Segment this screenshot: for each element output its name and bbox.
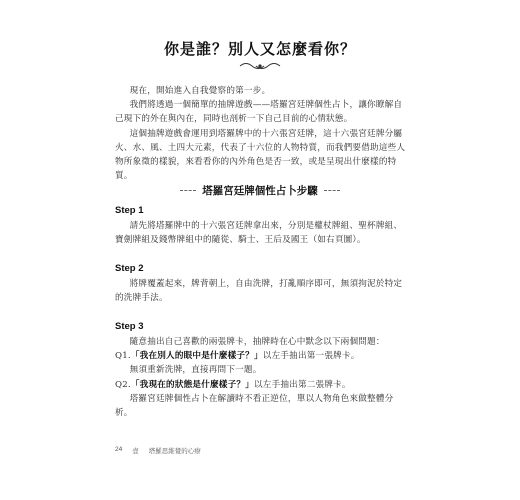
question-2-instruction: 以左手抽出第二張牌卡。	[253, 379, 351, 390]
page-title: 你是誰？別人又怎麼看你？	[163, 40, 356, 58]
section-heading	[0, 183, 520, 198]
heading-dash-left	[180, 190, 196, 191]
heading-dash-right	[324, 190, 340, 191]
step-2-text: 將牌覆蓋起來，牌背朝上，自由洗牌，打亂順序即可，無須拘泥於特定的洗牌手法。	[115, 279, 403, 304]
step-2-label: Step 2	[115, 263, 144, 274]
closing-note: 塔羅宮廷牌個性占卜在解讀時不看正逆位，單以人物角色來做整體分析。	[115, 393, 394, 419]
intro-paragraph-1: 現在，開始進入自我覺察的第一步。	[129, 86, 271, 96]
intro-paragraph-2: 我們將透過一個簡單的抽牌遊戲——塔羅宮廷牌個性占卜，讓你瞭解自己現下的外在與內在，同時也剖析一下自己目前的心情狀態。	[115, 100, 403, 125]
page-footer	[115, 446, 201, 455]
reshuffle-note: 無須重新洗牌，直接再問下一題。	[129, 365, 262, 376]
chapter-marker: 壹	[132, 448, 139, 455]
question-1	[115, 349, 410, 363]
intro-text	[115, 84, 410, 183]
question-1-highlight: 「我在別人的眼中是什麼樣子？」	[130, 351, 263, 362]
step-1-text-block	[115, 219, 410, 247]
step-2-text-block	[115, 277, 410, 305]
question-2-number: Q2.	[115, 379, 131, 390]
section-heading-text: 塔羅宮廷牌個性占卜步驟	[202, 185, 318, 197]
running-title: 塔羅思維覺的心療	[148, 448, 201, 455]
question-2-highlight: 「我現在的狀態是什麼樣子？」	[130, 379, 254, 390]
page-number: 24	[115, 446, 123, 453]
question-1-instruction: 以左手抽出第一張牌卡。	[262, 351, 360, 362]
step-1-text: 請先將塔羅牌中的十六張宮廷牌拿出來，分別是權杖牌組、聖杯牌組、寶劍牌組及錢幣牌組中的隨從、騎士、王后及國王（如右頁圖）。	[115, 221, 403, 246]
step-3-text: 隨意抽出自己喜歡的兩張牌卡，抽牌時在心中默念以下兩個問題：	[129, 337, 385, 347]
step-1-label: Step 1	[115, 205, 144, 216]
intro-paragraph-3: 這個抽牌遊戲會運用到塔羅牌中的十六張宮廷牌，這十六張宮廷牌分屬火、水、風、土四大元素，代表了十六位的人物特質，而我們要借助這些人物所象徵的樣貌，來看看你的內外角色是否一致，或是呈現出什麼樣的特質。	[115, 128, 406, 182]
flourish-ornament-icon	[238, 60, 282, 72]
question-2	[115, 378, 410, 392]
question-1-number: Q1.	[115, 351, 131, 362]
step-3-label: Step 3	[115, 321, 144, 332]
step-3-text-block	[115, 335, 410, 420]
